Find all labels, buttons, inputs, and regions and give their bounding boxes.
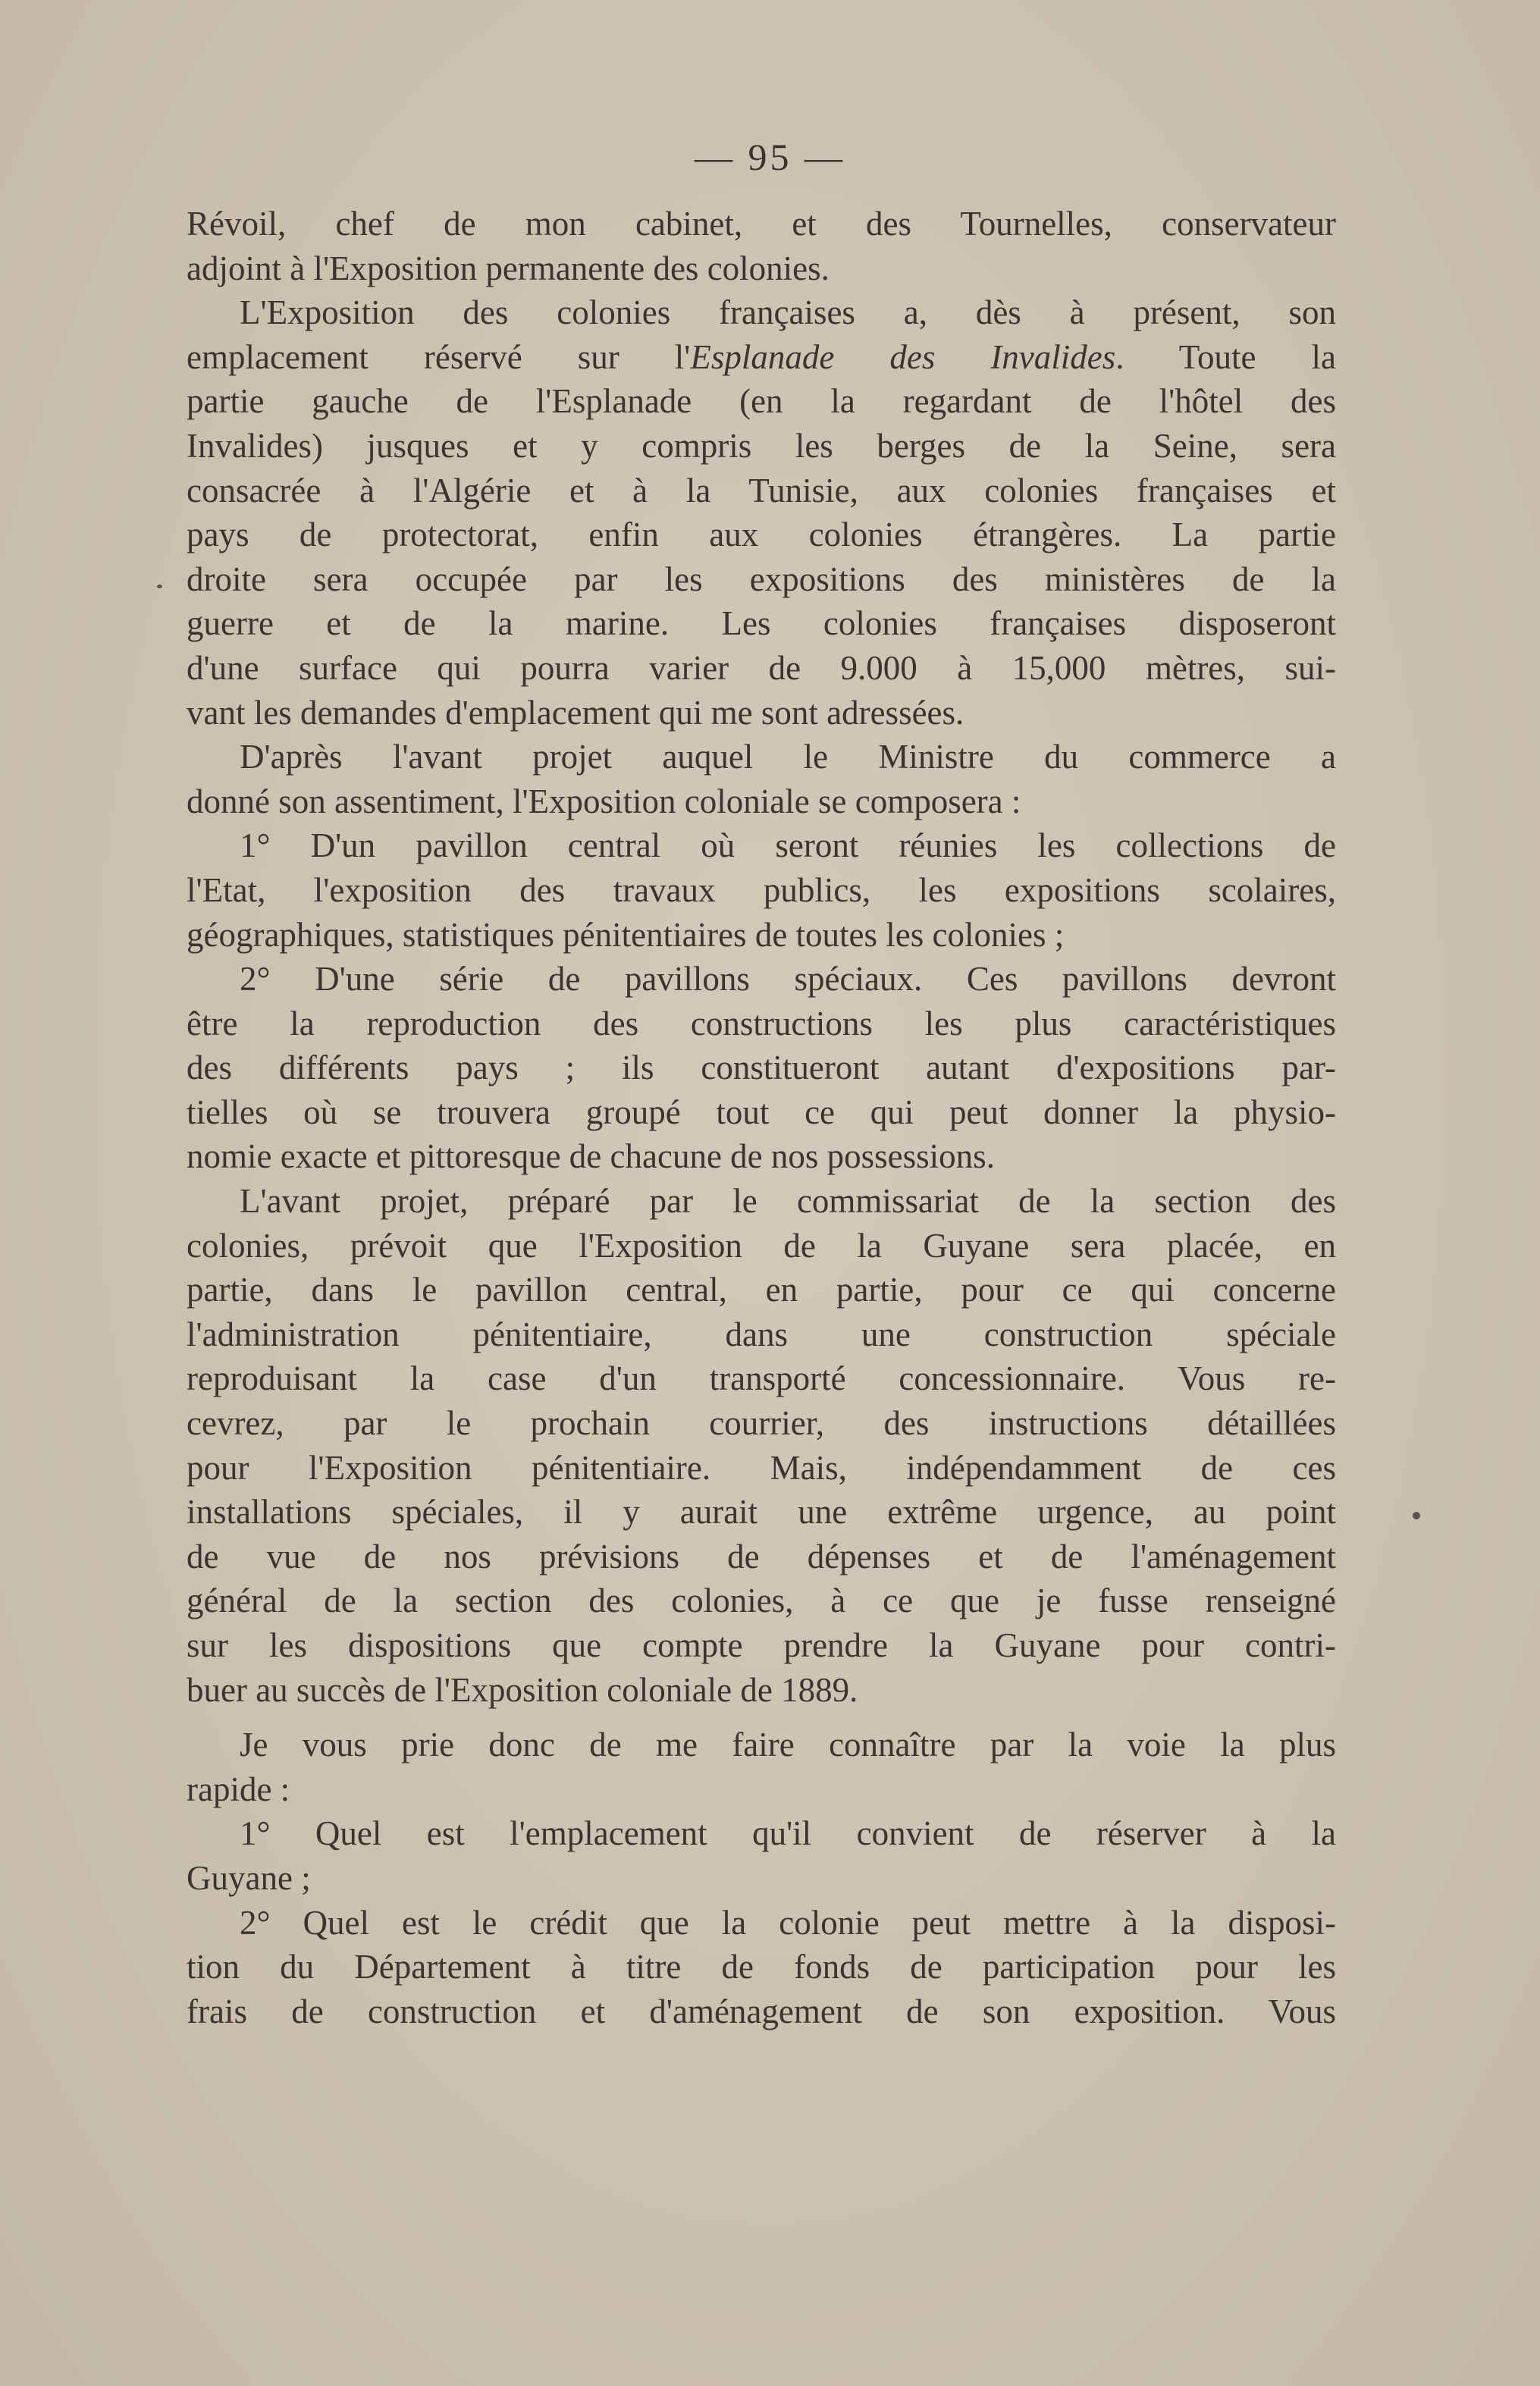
text-line: général de la section des colonies, à ce que je fusse renseigné (187, 1582, 1336, 1620)
text-line: colonies, prévoit que l'Exposition de la Guyane sera placée, en (187, 1226, 1336, 1265)
text-line: droite sera occupée par les expositions des ministères de la (187, 560, 1336, 598)
text-line: des différents pays ; ils constitueront autant d'expositions par- (187, 1049, 1336, 1087)
text-line: D'après l'avant projet auquel le Ministre du commerce a (240, 738, 1336, 776)
page-number: — 95 — (695, 136, 845, 178)
text-line: vant les demandes d'emplacement qui me sont adressées. (187, 693, 964, 732)
text-line: guerre et de la marine. Les colonies françaises disposeront (187, 604, 1336, 643)
text-line (187, 335, 1336, 380)
text-line: L'avant projet, préparé par le commissariat de la section des (240, 1182, 1336, 1221)
text-line: 1° Quel est l'emplacement qu'il convient de réserver à la (240, 1814, 1336, 1853)
text-line: d'une surface qui pourra varier de 9.000 à 15,000 mètres, sui- (187, 648, 1336, 687)
text-segment: emplacement réservé sur l' (187, 337, 691, 376)
text-line: donné son assentiment, l'Exposition coloniale se composera : (187, 782, 1021, 820)
text-line: l'Etat, l'exposition des travaux publics, les expositions scolaires, (187, 870, 1336, 909)
text-line: adjoint à l'Exposition permanente des colonies. (187, 249, 830, 287)
paragraph-gap (187, 1712, 1336, 1723)
text-line: 1° D'un pavillon central où seront réunies les collections de (240, 826, 1336, 865)
text-line: Guyane ; (187, 1858, 311, 1897)
text-line: buer au succès de l'Exposition coloniale de 1889. (187, 1670, 858, 1709)
text-line: installations spéciales, il y aurait une extrême urgence, au point (187, 1493, 1336, 1532)
ink-speck (1413, 1512, 1420, 1519)
text-line: cevrez, par le prochain courrier, des instructions détaillées (187, 1404, 1336, 1443)
text-line: l'administration pénitentiaire, dans une construction spéciale (187, 1315, 1336, 1353)
text-line: pour l'Exposition pénitentiaire. Mais, indépendamment de ces (187, 1448, 1336, 1487)
text-segment: . Toute la (1115, 337, 1337, 376)
text-line: être la reproduction des constructions les plus caractéristiques (187, 1004, 1336, 1043)
text-line: reproduisant la case d'un transporté concessionnaire. Vous re- (187, 1359, 1336, 1398)
text-line: Révoil, chef de mon cabinet, et des Tournelles, conservateur (187, 205, 1336, 243)
text-line: L'Exposition des colonies françaises a, dès à présent, son (240, 293, 1336, 332)
text-line: consacrée à l'Algérie et à la Tunisie, aux colonies françaises et (187, 471, 1336, 509)
text-line: Invalides) jusques et y compris les berges de la Seine, sera (187, 426, 1336, 465)
ink-speck (157, 585, 162, 588)
text-line: Je vous prie donc de me faire connaître par la voie la plus (240, 1726, 1336, 1764)
italic-place-name: Esplanade des Invalides (690, 337, 1116, 376)
text-line: frais de construction et d'aménagement de son exposition. Vous (187, 1992, 1336, 2030)
text-line: 2° Quel est le crédit que la colonie peut mettre à la disposi- (240, 1903, 1336, 1942)
text-line: nomie exacte et pittoresque de chacune de nos possessions. (187, 1137, 995, 1176)
text-line: tielles où se trouvera groupé tout ce qui peut donner la physio- (187, 1093, 1336, 1131)
text-line: de vue de nos prévisions de dépenses et de l'aménagement (187, 1537, 1336, 1576)
text-line: 2° D'une série de pavillons spéciaux. Ces pavillons devront (240, 960, 1336, 999)
text-line: tion du Département à titre de fonds de participation pour les (187, 1948, 1336, 1986)
body-text (187, 202, 1336, 2033)
text-line: géographiques, statistiques pénitentiaires de toutes les colonies ; (187, 915, 1065, 954)
text-line: pays de protectorat, enfin aux colonies étrangères. La partie (187, 516, 1336, 554)
text-line: partie, dans le pavillon central, en partie, pour ce qui concerne (187, 1271, 1336, 1309)
text-line: rapide : (187, 1770, 290, 1808)
text-line: partie gauche de l'Esplanade (en la regardant de l'hôtel des (187, 382, 1336, 421)
text-line: sur les dispositions que compte prendre la Guyane pour contri- (187, 1626, 1336, 1664)
